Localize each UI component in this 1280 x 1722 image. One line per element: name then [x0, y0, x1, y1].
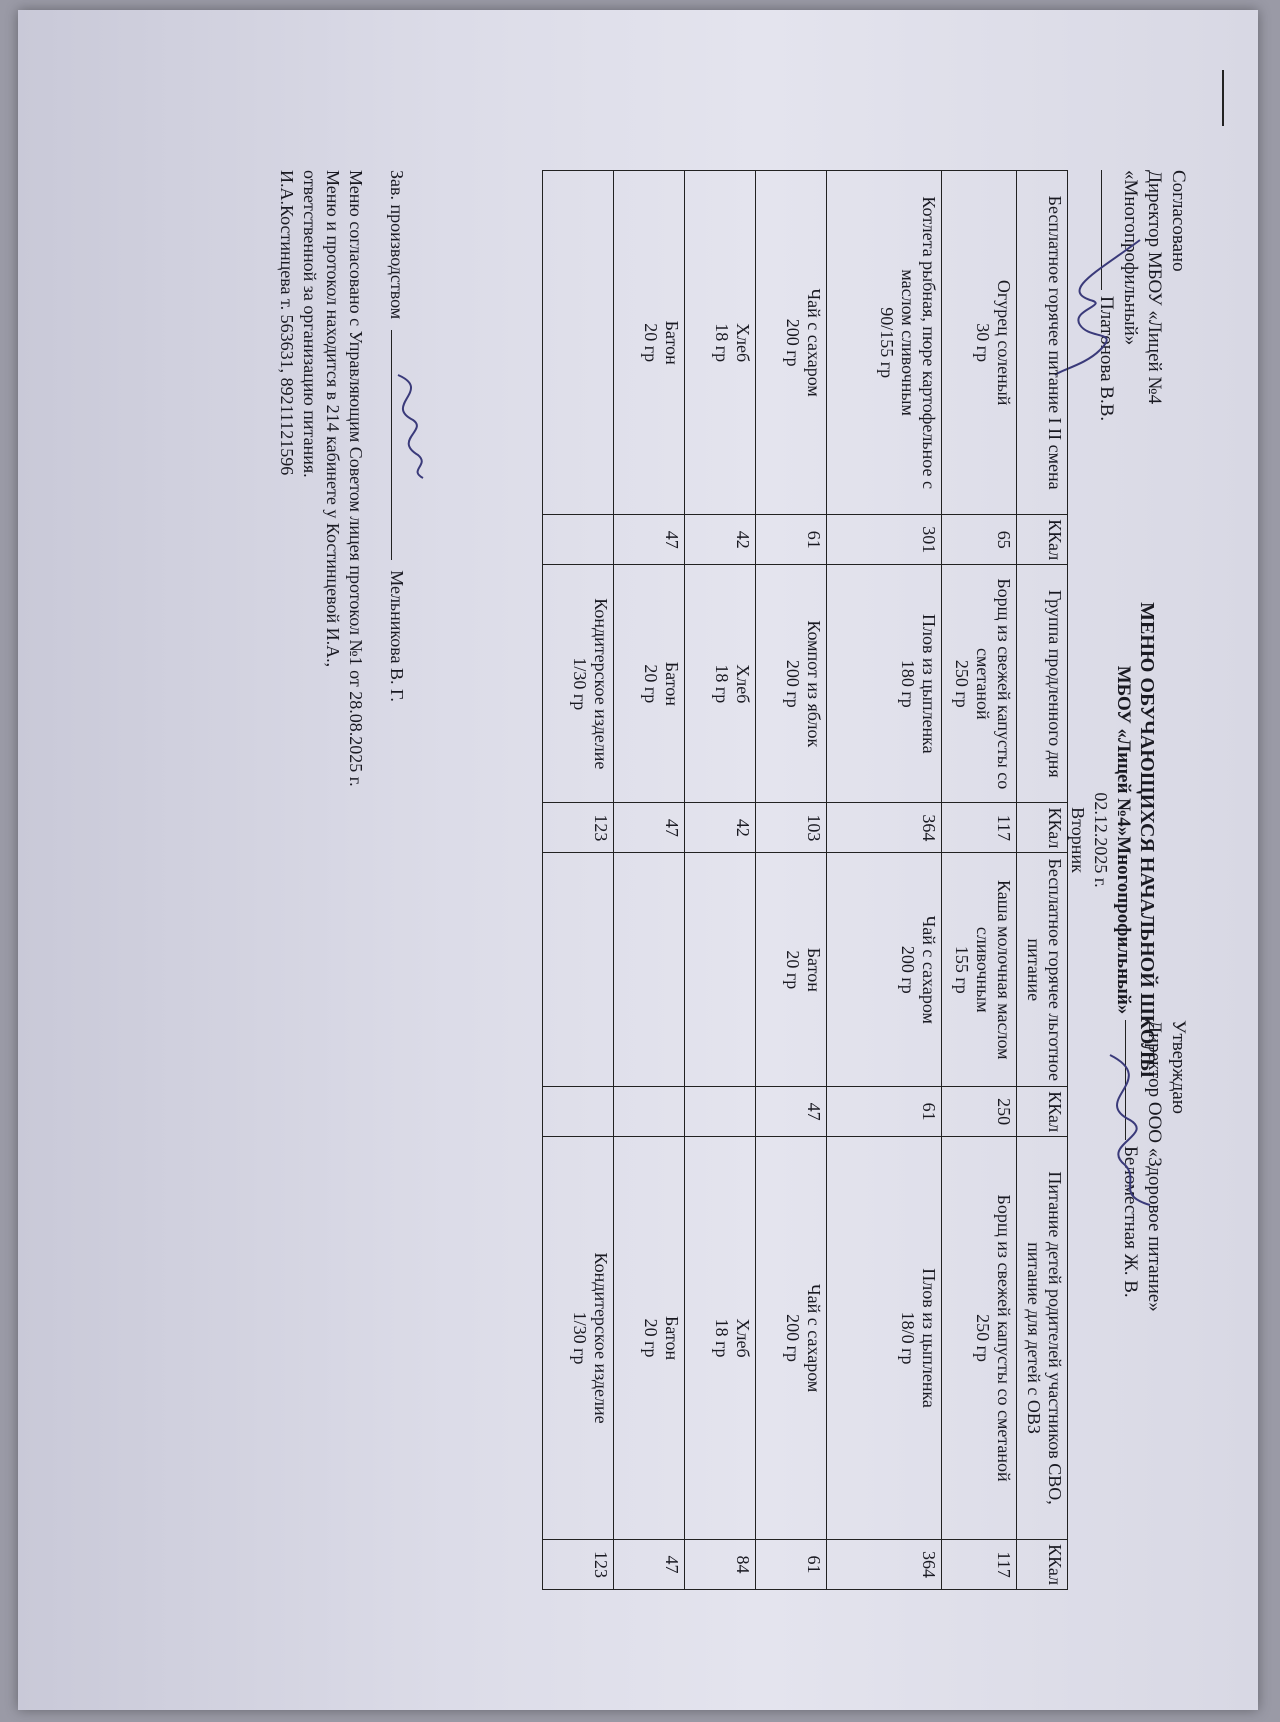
approval-right [1118, 1020, 1190, 1580]
col-header-free-meal: Бесплатное горячее питание I II смена [1017, 171, 1068, 515]
kcal-cell: 364 [827, 803, 942, 853]
production-head-label: Зав. производством [387, 170, 407, 320]
footer-note: И.А.Костинцева т. 563631, 89211121596 [277, 170, 297, 476]
menu-document [38, 20, 1238, 1700]
col-header-preferential: Бесплатное горячее льготное питание [1017, 853, 1068, 1087]
dish-cell [543, 171, 614, 515]
kcal-cell: 123 [543, 803, 614, 853]
kcal-cell: 103 [756, 803, 827, 853]
approval-left-label: Согласовано [1168, 170, 1189, 272]
kcal-cell: 42 [685, 803, 756, 853]
col-header-svo-ovz: Питание детей родителей участников СВО, питание для детей с ОВЗ [1017, 1137, 1068, 1540]
dish-cell: Борщ из свежей капусты со сметаной 250 гр [942, 565, 1017, 803]
kcal-cell: 117 [942, 1540, 1017, 1590]
kcal-cell: 250 [942, 1087, 1017, 1137]
document-photo [18, 10, 1258, 1710]
kcal-cell: 117 [942, 803, 1017, 853]
kcal-cell: 123 [543, 1540, 614, 1590]
table-row [827, 171, 942, 1590]
kcal-cell [543, 515, 614, 565]
dish-cell: Хлеб 18 гр [685, 565, 756, 803]
dish-cell [685, 853, 756, 1087]
approval-left-org: «Многопрофильный» [1120, 170, 1141, 346]
dish-cell: Котлета рыбная, пюре картофельное с маслом сливочным 90/155 гр [827, 171, 942, 515]
signature-zav-icon [378, 370, 438, 480]
dish-cell [543, 853, 614, 1087]
table-row [942, 171, 1017, 1590]
footer-note: Меню и протокол находится в 214 кабинете у Костинцевой И.А., [323, 170, 343, 668]
menu-day: Вторник [1068, 807, 1088, 873]
kcal-cell: 364 [827, 1540, 942, 1590]
kcal-cell: 65 [942, 515, 1017, 565]
menu-date: 02.12.2025 г. [1091, 792, 1111, 888]
kcal-cell: 47 [614, 1540, 685, 1590]
signature-right-icon [1080, 1050, 1170, 1210]
dish-cell: Чай с сахаром 200 гр [756, 1137, 827, 1540]
dish-cell: Плов из цыпленка 18/0 гр [827, 1137, 942, 1540]
dish-cell: Каша молочная маслом сливочным 155 гр [942, 853, 1017, 1087]
dish-cell: Батон 20 гр [756, 853, 827, 1087]
kcal-cell [685, 1087, 756, 1137]
table-header-row [1017, 171, 1068, 1590]
dish-cell: Кондитерское изделие 1/30 гр [543, 565, 614, 803]
kcal-cell: 61 [756, 515, 827, 565]
dish-cell: Батон 20 гр [614, 171, 685, 515]
kcal-cell: 301 [827, 515, 942, 565]
kcal-cell: 84 [685, 1540, 756, 1590]
dish-cell [614, 853, 685, 1087]
dish-cell: Борщ из свежей капусты со сметаной 250 гр [942, 1137, 1017, 1540]
kcal-cell [614, 1087, 685, 1137]
col-header-kcal: ККал [1017, 1540, 1068, 1590]
dish-cell: Компот из яблок 200 гр [756, 565, 827, 803]
dish-cell: Батон 20 гр [614, 565, 685, 803]
table-row [756, 171, 827, 1590]
dish-cell: Плов из цыпленка 180 гр [827, 565, 942, 803]
col-header-kcal: ККал [1017, 1087, 1068, 1137]
approval-right-signatory: Беломестная Ж. В. [1120, 1146, 1141, 1298]
table-row [685, 171, 756, 1590]
kcal-cell: 61 [756, 1540, 827, 1590]
menu-table [542, 170, 1068, 1590]
production-head-row [385, 170, 408, 1170]
kcal-cell: 47 [756, 1087, 827, 1137]
dish-cell: Чай с сахаром 200 гр [827, 853, 942, 1087]
title-line2: МБОУ «Лицей №4»Многопрофильный» [1113, 665, 1134, 1015]
footer-note: Меню согласовано с Управляющим Советом лицея протокол №1 от 28.08.2025 г. [346, 170, 366, 787]
approval-left-signatory: Платонова В.В. [1096, 296, 1117, 422]
dish-cell: Батон 20 гр [614, 1137, 685, 1540]
production-head-name: Мельникова В. Г. [387, 570, 407, 702]
kcal-cell: 47 [614, 515, 685, 565]
footer-note: ответственной за организацию питания. [300, 170, 320, 478]
dish-cell: Огурец соленый 30 гр [942, 171, 1017, 515]
approval-left-position: Директор МБОУ «Лицей №4 [1144, 170, 1165, 405]
col-header-extended-day: Группа продленного дня [1017, 565, 1068, 803]
dish-cell: Кондитерское изделие 1/30 гр [543, 1137, 614, 1540]
approval-right-label: Утверждаю [1168, 1020, 1189, 1114]
dish-cell: Хлеб 18 гр [685, 1137, 756, 1540]
footer [275, 170, 408, 1170]
dish-cell: Чай с сахаром 200 гр [756, 171, 827, 515]
kcal-cell [543, 1087, 614, 1137]
table-row [614, 171, 685, 1590]
kcal-cell: 47 [614, 803, 685, 853]
dish-cell: Хлеб 18 гр [685, 171, 756, 515]
title-line1: МЕНЮ ОБУЧАЮЩИХСЯ НАЧАЛЬНОЙ ШКОЛЫ [1136, 602, 1158, 1078]
kcal-cell: 42 [685, 515, 756, 565]
col-header-kcal: ККал [1017, 515, 1068, 565]
col-header-kcal: ККал [1017, 803, 1068, 853]
table-row [543, 171, 614, 1590]
kcal-cell: 61 [827, 1087, 942, 1137]
approval-right-position: Директор ООО «Здоровое питание» [1144, 1020, 1165, 1312]
